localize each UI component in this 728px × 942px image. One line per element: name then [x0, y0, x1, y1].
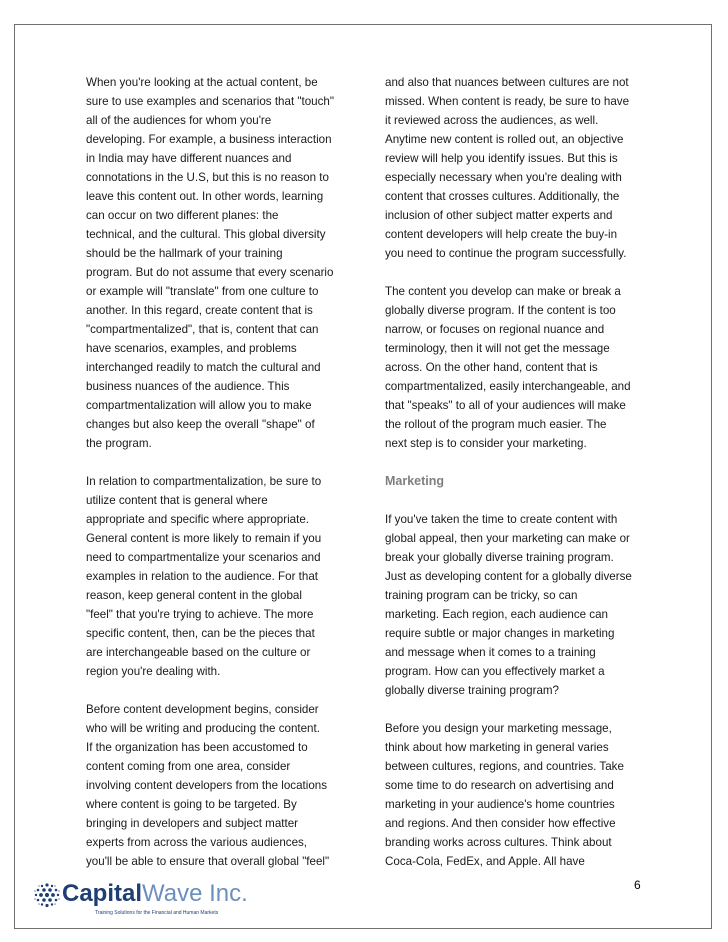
text-line: content that crosses cultures. Additionally, the [385, 190, 620, 203]
paragraph-gap [385, 491, 647, 510]
text-line: that "speaks" to all of your audiences will make [385, 399, 626, 412]
text-line: you'll be able to ensure that overall global "feel" [86, 855, 330, 868]
text-line: and regions. And then consider how effective [385, 817, 616, 830]
text-line: some time to do research on advertising and [385, 779, 614, 792]
text-line: program. How can you effectively market a [385, 665, 605, 678]
text-line: "feel" that you're trying to achieve. The more [86, 608, 314, 621]
text-line: reason, keep general content in the global [86, 589, 302, 602]
paragraph-gap [86, 681, 346, 700]
text-line: technical, and the cultural. This global diversity [86, 228, 326, 241]
text-line: content coming from one area, consider [86, 760, 291, 773]
text-line: program. But do not assume that every scenario [86, 266, 334, 279]
text-line: When you're looking at the actual content, be [86, 76, 318, 89]
text-line: next step is to consider your marketing. [385, 437, 587, 450]
company-logo [32, 880, 292, 920]
text-line: If the organization has been accustomed to [86, 741, 308, 754]
text-line: business nuances of the audience. This [86, 380, 290, 393]
text-line: think about how marketing in general varies [385, 741, 609, 754]
text-line: appropriate and specific where appropriate. [86, 513, 309, 526]
text-line: terminology, then it will not get the message [385, 342, 610, 355]
paragraph-gap [385, 453, 647, 472]
text-line: marketing in your audience's home countries [385, 798, 615, 811]
text-line: region you're dealing with. [86, 665, 221, 678]
text-line: If you've taken the time to create content with [385, 513, 618, 526]
text-line: sure to use examples and scenarios that "touch" [86, 95, 334, 108]
text-line: interchanged readily to match the cultural and [86, 361, 321, 374]
text-line: another. In this regard, create content that is [86, 304, 313, 317]
text-line: utilize content that is general where [86, 494, 268, 507]
logo-wordmark [62, 880, 248, 908]
left-text-column [86, 73, 346, 871]
paragraph-gap [385, 700, 647, 719]
text-line: need to compartmentalize your scenarios and [86, 551, 321, 564]
right-text-column [385, 73, 647, 871]
text-line: specific content, then, can be the pieces that [86, 627, 315, 640]
text-line: between cultures, regions, and countries. Take [385, 760, 624, 773]
logo-word-capital: Capital [62, 880, 143, 907]
text-line: who will be writing and producing the content. [86, 722, 320, 735]
text-line: and message when it comes to a training [385, 646, 596, 659]
section-heading-marketing: Marketing [385, 474, 445, 488]
text-line: marketing. Each region, each audience can [385, 608, 608, 621]
text-line: where content is going to be targeted. By [86, 798, 297, 811]
text-line: it reviewed across the audiences, as well. [385, 114, 599, 127]
text-line: global appeal, then your marketing can make or [385, 532, 630, 545]
text-line: bringing in developers and subject matter [86, 817, 299, 830]
text-line: "compartmentalized", that is, content that can [86, 323, 319, 336]
text-line: and also that nuances between cultures are not [385, 76, 629, 89]
text-line: all of the audiences for whom you're [86, 114, 272, 127]
text-line: General content is more likely to remain if you [86, 532, 322, 545]
text-line: are interchangeable based on the culture or [86, 646, 311, 659]
text-line: you need to continue the program successfully. [385, 247, 627, 260]
text-line: connotations in the U.S, but this is no reason to [86, 171, 329, 184]
text-line: across. On the other hand, content that is [385, 361, 598, 374]
paragraph-gap [86, 453, 346, 472]
logo-tagline: Training Solutions for the Financial and Human Markets [95, 910, 219, 916]
text-line: should be the hallmark of your training [86, 247, 283, 260]
text-line: the program. [86, 437, 152, 450]
logo-word-wave: Wave Inc. [142, 880, 248, 907]
text-line: experts from across the various audiences, [86, 836, 308, 849]
text-line: Just as developing content for a globally diverse [385, 570, 632, 583]
globe-icon [32, 880, 62, 910]
page-number: 6 [634, 878, 641, 892]
text-line: review will help you identify issues. But this is [385, 152, 618, 165]
text-line: in India may have different nuances and [86, 152, 292, 165]
paragraph-gap [385, 263, 647, 282]
text-line: leave this content out. In other words, learning [86, 190, 324, 203]
text-line: globally diverse program. If the content is too [385, 304, 616, 317]
text-line: The content you develop can make or break a [385, 285, 621, 298]
text-line: or example will "translate" from one culture to [86, 285, 319, 298]
text-line: break your globally diverse training program. [385, 551, 614, 564]
text-line: inclusion of other subject matter experts and [385, 209, 613, 222]
text-line: In relation to compartmentalization, be sure to [86, 475, 322, 488]
text-line: missed. When content is ready, be sure to have [385, 95, 630, 108]
text-line: involving content developers from the locations [86, 779, 328, 792]
text-line: globally diverse training program? [385, 684, 559, 697]
text-line: require subtle or major changes in marketing [385, 627, 615, 640]
text-line: compartmentalized, easily interchangeable, and [385, 380, 631, 393]
text-line: Coca-Cola, FedEx, and Apple. All have [385, 855, 585, 868]
text-line: Anytime new content is rolled out, an objective [385, 133, 624, 146]
text-line: branding works across cultures. Think about [385, 836, 612, 849]
text-line: training program can be tricky, so can [385, 589, 578, 602]
text-line: can occur on two different planes: the [86, 209, 279, 222]
text-line: examples in relation to the audience. For that [86, 570, 319, 583]
text-line: the rollout of the program much easier. The [385, 418, 607, 431]
text-line: Before content development begins, consider [86, 703, 319, 716]
text-line: changes but also keep the overall "shape" of [86, 418, 315, 431]
text-line: Before you design your marketing message, [385, 722, 612, 735]
text-line: have scenarios, examples, and problems [86, 342, 297, 355]
text-line: developing. For example, a business interaction [86, 133, 332, 146]
text-line: especially necessary when you're dealing with [385, 171, 622, 184]
text-line: compartmentalization will allow you to make [86, 399, 312, 412]
text-line: narrow, or focuses on regional nuance and [385, 323, 605, 336]
text-line: content developers will help create the buy-in [385, 228, 618, 241]
